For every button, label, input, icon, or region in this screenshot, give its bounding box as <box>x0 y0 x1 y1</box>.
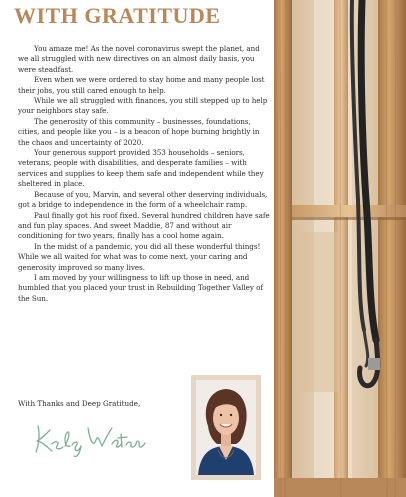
portrait-image <box>196 380 256 475</box>
letter-paragraph: Because of you, Marvin, and several other deserving individuals, got a bridge to independence in the form of a wheelchair ramp. <box>18 189 268 210</box>
construction-photo <box>274 0 406 497</box>
letter-paragraph: You amaze me! As the novel coronavirus swept the planet, and we all struggled with new directives on an almost daily basis, you were steadfast. <box>18 44 260 74</box>
letter-paragraph: In the midst of a pandemic, you did all these wonderful things! While we all waited for what was to come next, your caring and generosity improved so many lives. <box>18 241 261 272</box>
wood-framing-image <box>274 0 406 497</box>
letter-paragraph: Paul finally got his roof fixed. Several hundred children have safe and fun play spaces. And sweet Maddie, 87 and without air conditioning for two years, finally has a cool home again. <box>18 210 270 241</box>
letter-headline: WITH GRATITUDE <box>14 3 221 28</box>
letter-paragraph: The generosity of this community – businesses, foundations, cities, and people like you – is a beacon of hope burning brightly in the chaos and uncertainty of 2020. <box>18 116 260 147</box>
portrait-photo <box>191 375 261 480</box>
letter-body <box>18 44 272 304</box>
letter-closing: With Thanks and Deep Gratitude, <box>18 399 141 408</box>
letter-paragraph: I am moved by your willingness to lift up those in need, and humbled that you placed your trust in Rebuilding Together Valley of the Sun. <box>18 272 263 303</box>
letter-paragraph: Your generous support provided 353 households – seniors, veterans, people with disabilities, and desperate families – with services and supplies to keep them safe and independent while they sheltered in place. <box>18 148 264 189</box>
letter-paragraph: Even when we were ordered to stay home and many people lost their jobs, you still cared enough to help. <box>18 75 265 95</box>
letter-paragraph: While we all struggled with finances, you still stepped up to help your neighbors stay safe. <box>18 96 268 116</box>
handwritten-signature <box>30 420 148 460</box>
